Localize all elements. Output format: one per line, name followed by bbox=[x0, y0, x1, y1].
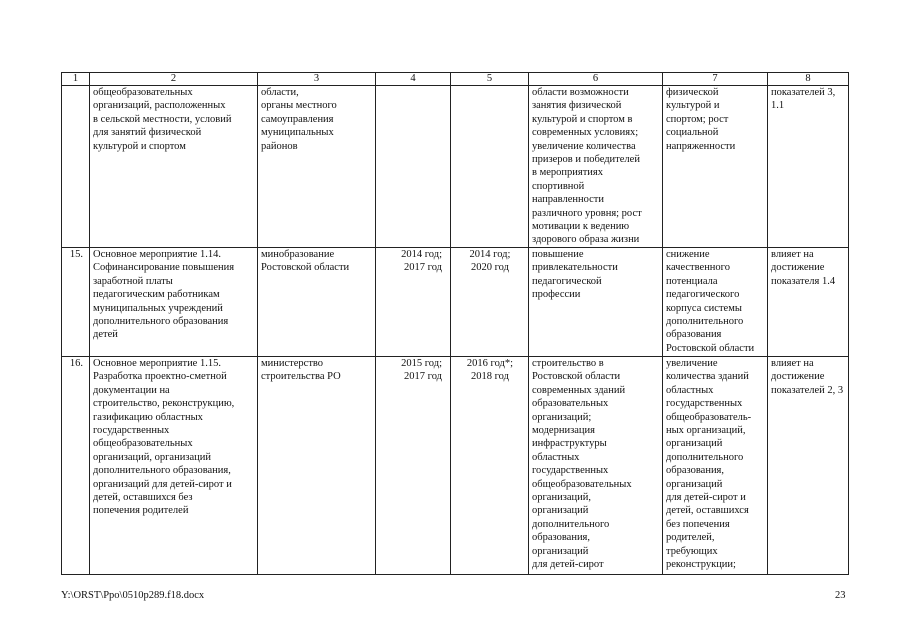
consequence-cell: физической культурой и спортом; рост социальной напряженности bbox=[663, 86, 768, 248]
table-row bbox=[62, 86, 849, 248]
header-cell: 3 bbox=[258, 73, 376, 86]
header-cell: 1 bbox=[62, 73, 90, 86]
header-cell: 5 bbox=[451, 73, 529, 86]
table-row bbox=[62, 356, 849, 574]
start-date-cell bbox=[376, 86, 451, 248]
table-row bbox=[62, 247, 849, 356]
link-cell: влияет на достижение показателя 1.4 bbox=[768, 247, 849, 356]
executor-cell: области, органы местного самоуправления муниципальных районов bbox=[258, 86, 376, 248]
page-number: 23 bbox=[835, 590, 846, 601]
program-table bbox=[61, 72, 849, 575]
start-date-cell: 2015 год; 2017 год bbox=[376, 356, 451, 574]
link-cell: влияет на достижение показателей 2, 3 bbox=[768, 356, 849, 574]
consequence-cell: увеличение количества зданий областных государственных общеобразователь- ных организаций, организаций дополнительного образования, организаций для детей-сирот и детей, оставшихся без попечения родителей, требующих реконструкции; bbox=[663, 356, 768, 574]
row-number: 15. bbox=[62, 247, 90, 356]
consequence-cell: снижение качественного потенциала педагогического корпуса системы дополнительного образования Ростовской области bbox=[663, 247, 768, 356]
link-cell: показателей 3, 1.1 bbox=[768, 86, 849, 248]
row-number bbox=[62, 86, 90, 248]
row-number: 16. bbox=[62, 356, 90, 574]
end-date-cell: 2016 год*; 2018 год bbox=[451, 356, 529, 574]
event-cell: Основное мероприятие 1.15. Разработка проектно-сметной документации на строительство, реконструкцию, газификацию областных государственных общеобразовательных организаций, организаций дополнительного образования, организаций для детей-сирот и детей, оставшихся без попечения родителей bbox=[90, 356, 258, 574]
header-cell: 2 bbox=[90, 73, 258, 86]
header-cell: 6 bbox=[529, 73, 663, 86]
end-date-cell: 2014 год; 2020 год bbox=[451, 247, 529, 356]
start-date-cell: 2014 год; 2017 год bbox=[376, 247, 451, 356]
executor-cell: министерство строительства РО bbox=[258, 356, 376, 574]
file-path: Y:\ORST\Ppo\0510p289.f18.docx bbox=[61, 590, 205, 601]
header-cell: 4 bbox=[376, 73, 451, 86]
event-cell: Основное мероприятие 1.14. Софинансирование повышения заработной платы педагогическим работникам муниципальных учреждений дополнительного образования детей bbox=[90, 247, 258, 356]
result-cell: области возможности занятия физической культурой и спортом в современных условиях; увеличение количества призеров и победителей в мероприятиях спортивной направленности различного уровня; рост мотивации к ведению здорового образа жизни bbox=[529, 86, 663, 248]
result-cell: строительство в Ростовской области современных зданий образовательных организаций; модернизация инфраструктуры областных государственных общеобразовательных организаций, организаций дополнительного образования, организаций для детей-сирот bbox=[529, 356, 663, 574]
result-cell: повышение привлекательности педагогической профессии bbox=[529, 247, 663, 356]
end-date-cell bbox=[451, 86, 529, 248]
header-row bbox=[62, 73, 849, 86]
header-cell: 8 bbox=[768, 73, 849, 86]
executor-cell: минобразование Ростовской области bbox=[258, 247, 376, 356]
header-cell: 7 bbox=[663, 73, 768, 86]
event-cell: общеобразовательных организаций, расположенных в сельской местности, условий для занятий физической культурой и спортом bbox=[90, 86, 258, 248]
